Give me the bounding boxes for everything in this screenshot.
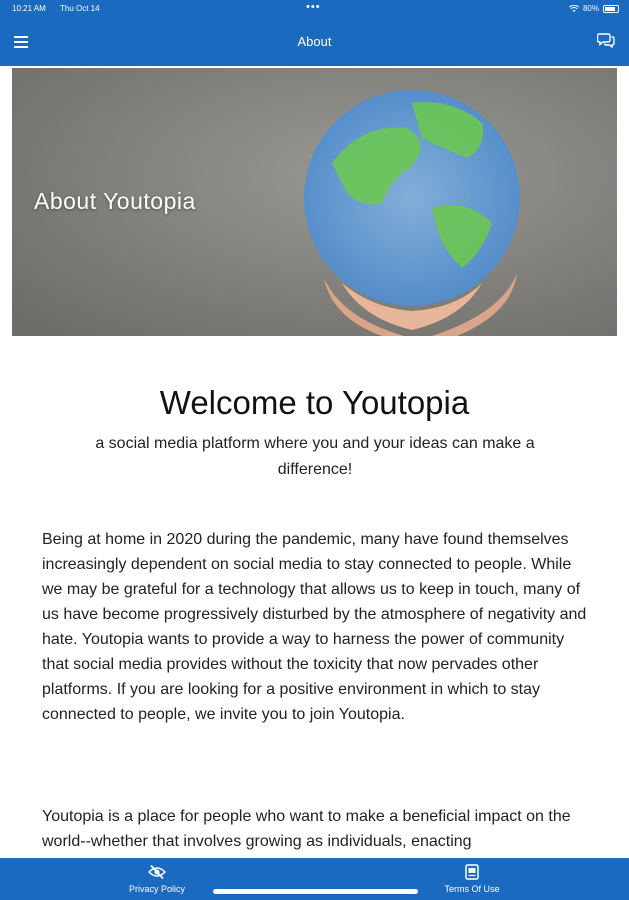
page-title: About <box>297 34 332 49</box>
multitasking-dots-icon[interactable]: ••• <box>306 1 321 13</box>
battery-icon <box>603 5 619 13</box>
tab-terms-label: Terms Of Use <box>444 884 500 894</box>
eye-slash-icon <box>148 864 166 880</box>
status-bar <box>0 0 629 18</box>
hero-banner <box>12 68 617 336</box>
nav-bar <box>0 18 629 66</box>
tab-terms-of-use[interactable] <box>412 858 532 900</box>
home-indicator[interactable] <box>213 889 418 894</box>
hero-title: About Youtopia <box>34 188 196 214</box>
welcome-heading: Welcome to Youtopia <box>159 384 470 421</box>
about-paragraph-1: Being at home in 2020 during the pandemic, many have found themselves increasingly dependent on social media to stay connected to people. While we may be grateful for a technology that allows us to keep in touch, many of us have become progressively disturbed by the atmosphere of negativity and hate. Youtopia wants to provide a way to harness the power of community that social media provides without the toxicity that now pervades other platforms. If you are looking for a positive environment in which to stay connected to people, we invite you to join Youtopia. <box>42 531 587 723</box>
battery-percent: 80% <box>582 4 599 13</box>
status-date: Thu Oct 14 <box>60 4 100 13</box>
tab-privacy-label: Privacy Policy <box>128 884 185 894</box>
tab-privacy-policy[interactable] <box>97 858 217 900</box>
wifi-icon <box>569 5 579 13</box>
chat-bubbles-icon[interactable] <box>597 32 615 48</box>
about-paragraph-2: Youtopia is a place for people who want to make a beneficial impact on the world--whether that involves growing as individuals, enacting <box>42 808 571 850</box>
status-time: 10:21 AM <box>12 4 46 13</box>
welcome-subtitle: a social media platform where you and your ideas can make a difference! <box>95 435 535 478</box>
document-icon <box>463 864 481 880</box>
status-right <box>569 4 619 13</box>
